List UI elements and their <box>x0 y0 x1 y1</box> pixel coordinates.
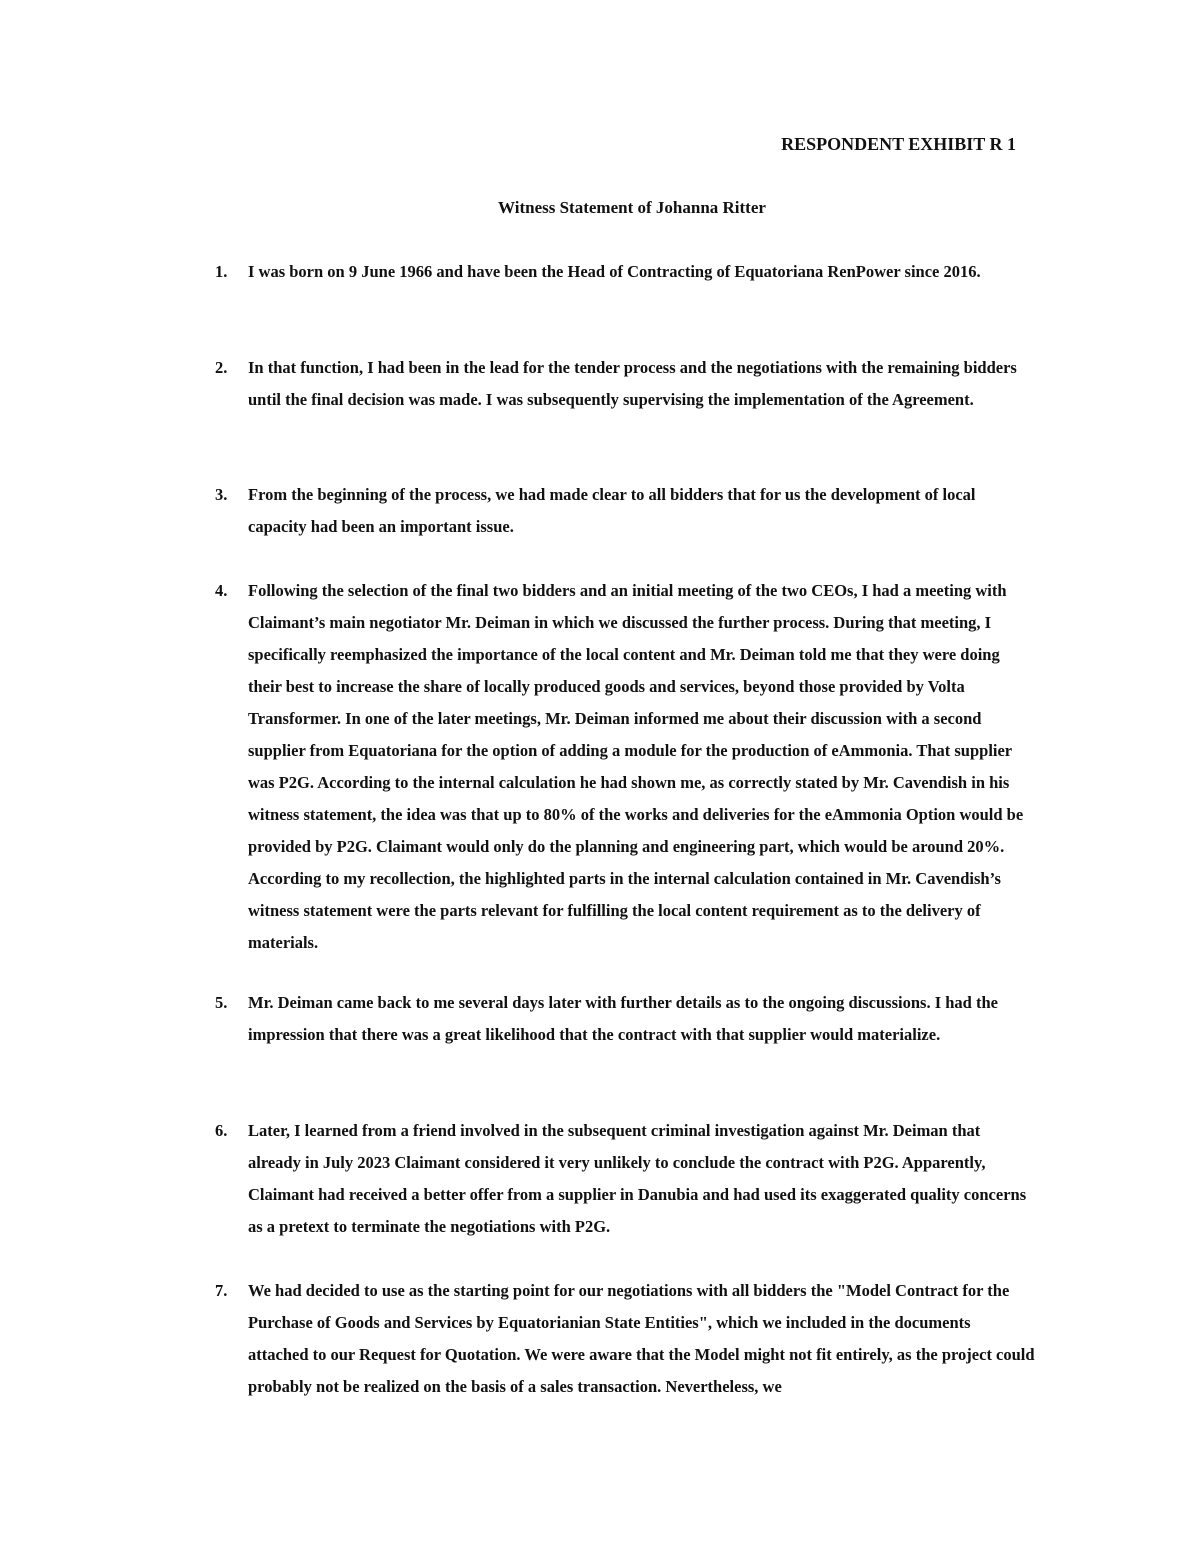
paragraph-3 <box>215 479 1035 543</box>
paragraph-7 <box>215 1275 1035 1403</box>
exhibit-label: RESPONDENT EXHIBIT R 1 <box>781 134 1016 154</box>
paragraph-6 <box>215 1115 1035 1243</box>
paragraph-number: 7. <box>215 1281 228 1300</box>
paragraph-number: 3. <box>215 485 228 504</box>
paragraph-number: 1. <box>215 262 228 281</box>
paragraph-number: 4. <box>215 581 228 600</box>
paragraph-number: 5. <box>215 993 228 1012</box>
paragraph-text: From the beginning of the process, we had made clear to all bidders that for us the development of local capacity had been an important issue. <box>248 485 976 536</box>
paragraph-5 <box>215 987 1035 1051</box>
paragraph-text: In that function, I had been in the lead for the tender process and the negotiations with the remaining bidders until the final decision was made. I was subsequently supervising the implementation of the Agreement. <box>248 358 1017 409</box>
paragraph-1 <box>215 256 1035 288</box>
paragraph-4 <box>215 575 1035 959</box>
paragraph-number: 2. <box>215 358 228 377</box>
paragraph-text: Mr. Deiman came back to me several days later with further details as to the ongoing discussions. I had the impression that there was a great likelihood that the contract with that supplier would materialize. <box>248 993 998 1044</box>
paragraph-text: Following the selection of the final two bidders and an initial meeting of the two CEOs, I had a meeting with Claimant’s main negotiator Mr. Deiman in which we discussed the further process. During that meeting, I specifically reemphasized the importance of the local content and Mr. Deiman told me that they were doing their best to increase the share of locally produced goods and services, beyond those provided by Volta Transformer. In one of the later meetings, Mr. Deiman informed me about their discussion with a second supplier from Equatoriana for the option of adding a module for the production of eAmmonia. That supplier was P2G. According to the internal calculation he had shown me, as correctly stated by Mr. Cavendish in his witness statement, the idea was that up to 80% of the works and deliveries for the eAmmonia Option would be provided by P2G. Claimant would only do the planning and engineering part, which would be around 20%. According to my recollection, the highlighted parts in the internal calculation contained in Mr. Cavendish’s witness statement were the parts relevant for fulfilling the local content requirement as to the delivery of materials. <box>248 581 1024 952</box>
paragraph-2 <box>215 352 1035 416</box>
paragraph-text: We had decided to use as the starting point for our negotiations with all bidders the "Model Contract for the Purchase of Goods and Services by Equatorianian State Entities", which we included in the documents attached to our Request for Quotation. We were aware that the Model might not fit entirely, as the project could probably not be realized on the basis of a sales transaction. Nevertheless, we <box>248 1281 1035 1396</box>
paragraph-text: Later, I learned from a friend involved in the subsequent criminal investigation against Mr. Deiman that already in July 2023 Claimant considered it very unlikely to conclude the contract with P2G. Apparently, Claimant had received a better offer from a supplier in Danubia and had used its exaggerated quality concerns as a pretext to terminate the negotiations with P2G. <box>248 1121 1027 1236</box>
paragraph-text: I was born on 9 June 1966 and have been the Head of Contracting of Equatoriana RenPower since 2016. <box>248 262 981 281</box>
paragraph-number: 6. <box>215 1121 228 1140</box>
document-title: Witness Statement of Johanna Ritter <box>498 198 766 217</box>
